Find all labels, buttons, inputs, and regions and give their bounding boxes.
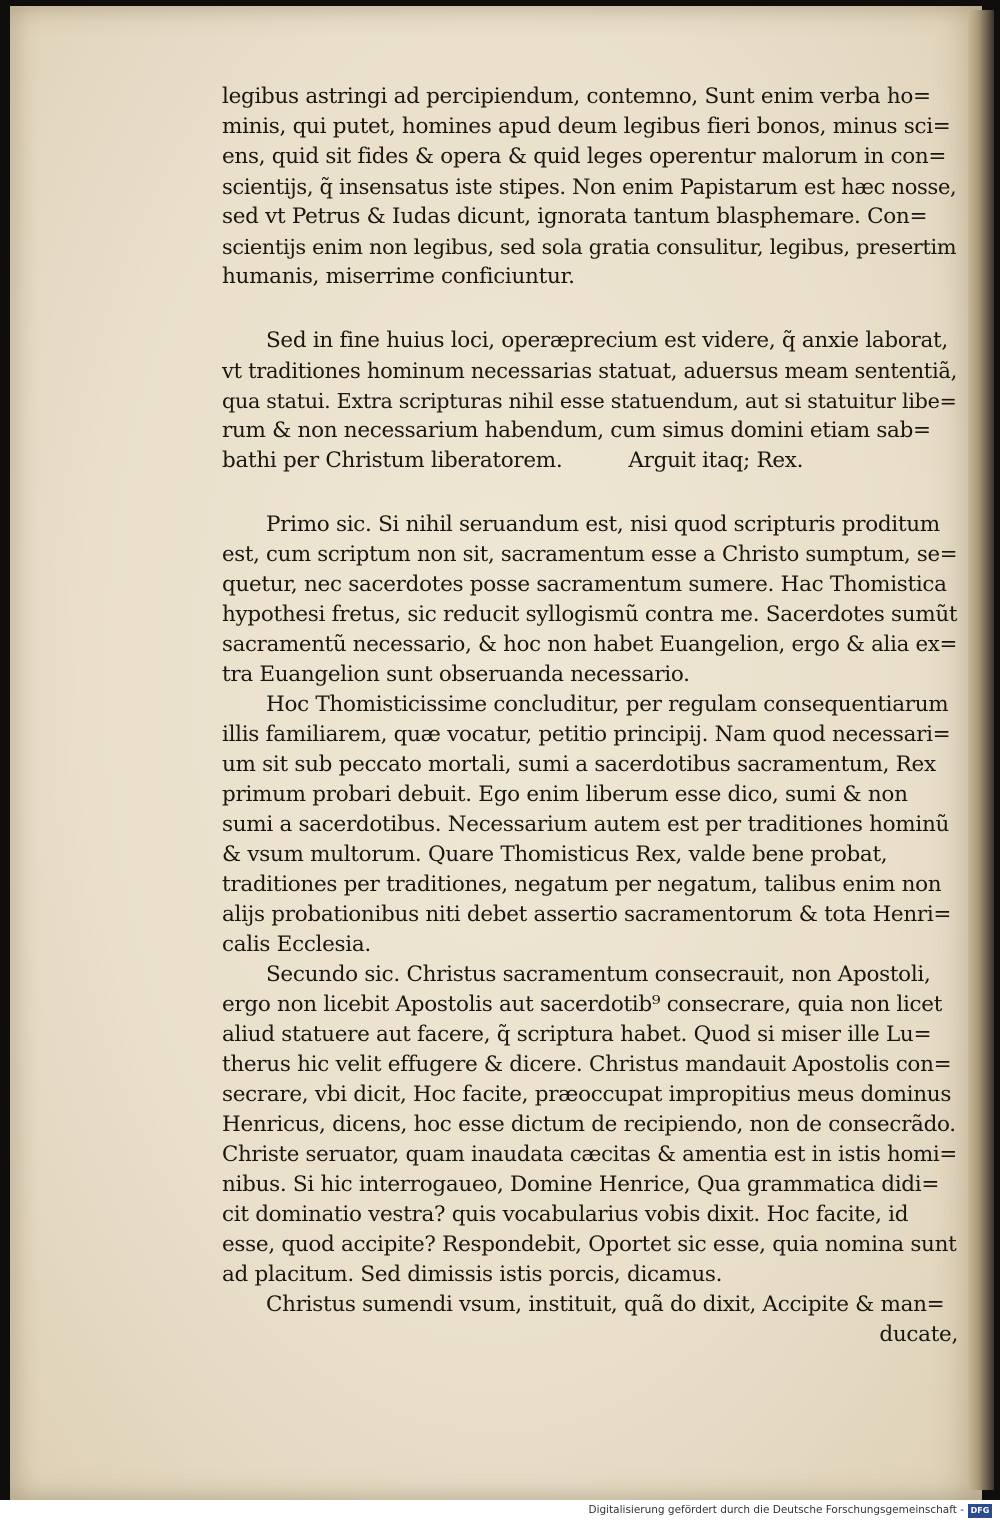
text-line: Christe seruator, quam inaudata cæcitas & amentia est in istis homi= (222, 1142, 957, 1167)
paragraph-4 (222, 690, 958, 960)
text-line: cit dominatio vestra? quis vocabularius vobis dixit. Hoc facite, id (222, 1202, 909, 1227)
text-line: minis, qui putet, homines apud deum legibus fieri bonos, minus sci= (222, 114, 951, 139)
paragraph-2 (222, 326, 958, 476)
text-line: qua statui. Extra scripturas nihil esse statuendum, aut si statuitur libe= (222, 389, 957, 413)
text-line (222, 446, 958, 476)
paragraph-6 (222, 1290, 958, 1350)
text-line: rum & non necessarium habendum, cum simus domini etiam sab= (222, 418, 931, 443)
text-line: nibus. Si hic interrogaueo, Domine Henrice, Qua grammatica didi= (222, 1172, 940, 1197)
text-line: therus hic velit effugere & dicere. Christus mandauit Apostolis con= (222, 1052, 952, 1077)
text-line-start: bathi per Christum liberatorem. (222, 448, 563, 473)
text-line-trailing: Arguit itaq; Rex. (628, 448, 804, 473)
page-edge (968, 10, 994, 1490)
text-line: illis familiarem, quæ vocatur, petitio principij. Nam quod necessari= (222, 722, 951, 747)
text-line: secrare, vbi dicit, Hoc facite, præoccupat impropitius meus dominus (222, 1082, 952, 1107)
text-line: tra Euangelion sunt obseruanda necessario. (222, 662, 690, 687)
text-line: esse, quod accipite? Respondebit, Oportet sic esse, quia nomina sunt (222, 1232, 957, 1257)
text-line: & vsum multorum. Quare Thomisticus Rex, valde bene probat, (222, 842, 888, 867)
text-line: calis Ecclesia. (222, 932, 371, 957)
text-line: traditiones per traditiones, negatum per negatum, talibus enim non (222, 872, 942, 897)
footer-bar (0, 1500, 1000, 1523)
text-line: Sed in fine huius loci, operæprecium est videre, q̃ anxie laborat, (266, 328, 948, 353)
text-line: hypothesi fretus, sic reducit syllogismũ contra me. Sacerdotes sumũt (222, 602, 958, 627)
text-line: legibus astringi ad percipiendum, contemno, Sunt enim verba ho= (222, 84, 931, 109)
text-line: sacramentũ necessario, & hoc non habet Euangelion, ergo & alia ex= (222, 632, 958, 657)
paragraph-5 (222, 960, 958, 1290)
text-line: scientijs, q̃ insensatus iste stipes. Non enim Papistarum est hæc nosse, (222, 175, 957, 199)
text-line: aliud statuere aut facere, q̃ scriptura habet. Quod si miser ille Lu= (222, 1022, 932, 1047)
text-line: humanis, miserrime conficiuntur. (222, 264, 575, 289)
text-line: Christus sumendi vsum, instituit, quã do dixit, Accipite & man= (266, 1292, 945, 1317)
page-text (222, 82, 958, 1350)
text-line: Primo sic. Si nihil seruandum est, nisi quod scripturis proditum (266, 512, 940, 537)
text-line: est, cum scriptum non sit, sacramentum esse a Christo sumptum, se= (222, 542, 958, 567)
text-line: Secundo sic. Christus sacramentum consecrauit, non Apostoli, (266, 962, 931, 987)
text-line: ens, quid sit fides & opera & quid leges operentur malorum in con= (222, 144, 947, 169)
text-line: sed vt Petrus & Iudas dicunt, ignorata tantum blasphemare. Con= (222, 204, 928, 229)
text-line: scientijs enim non legibus, sed sola gratia consulitur, legibus, presertim (222, 235, 957, 259)
text-line: ad placitum. Sed dimissis istis porcis, dicamus. (222, 1262, 723, 1287)
text-line: Henricus, dicens, hoc esse dictum de recipiendo, non de consecrãdo. (222, 1112, 956, 1137)
catchword: ducate, (879, 1322, 958, 1347)
text-line: ergo non licebit Apostolis aut sacerdotib⁹ consecrare, quia non licet (222, 992, 943, 1017)
dfg-logo-icon: DFG (968, 1504, 992, 1518)
text-line: quetur, nec sacerdotes posse sacramentum sumere. Hac Thomistica (222, 572, 947, 597)
text-line: alijs probationibus niti debet assertio sacramentorum & tota Henri= (222, 902, 952, 927)
text-line: primum probari debuit. Ego enim liberum esse dico, sumi & non (222, 782, 908, 807)
text-line: sumi a sacerdotibus. Necessarium autem est per traditiones hominũ (222, 812, 950, 837)
text-line: um sit sub peccato mortali, sumi a sacerdotibus sacramentum, Rex (222, 752, 936, 777)
paragraph-3 (222, 510, 958, 690)
funding-notice: Digitalisierung gefördert durch die Deutsche Forschungsgemeinschaft - (588, 1504, 964, 1516)
paragraph-1 (222, 82, 958, 292)
text-line: Hoc Thomisticissime concluditur, per regulam consequentiarum (266, 692, 949, 717)
text-line: vt traditiones hominum necessarias statuat, aduersus meam sententiã, (222, 358, 957, 383)
